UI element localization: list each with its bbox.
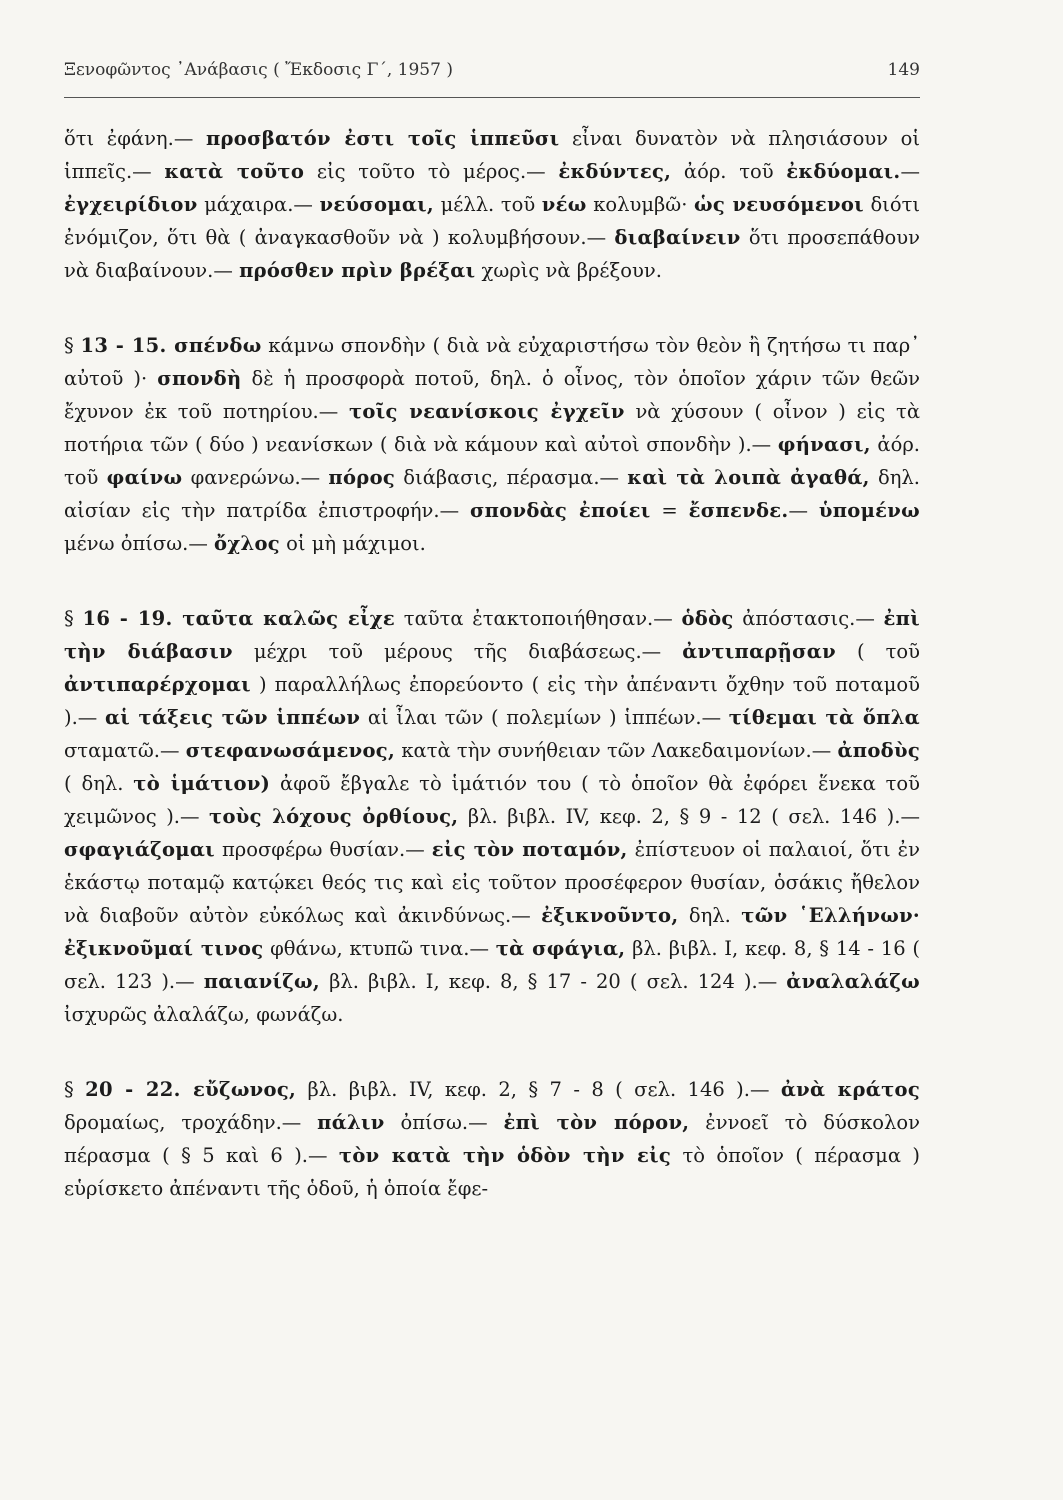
paragraph-3-sections-16-19: § 16 - 19. ταῦτα καλῶς εἶχε ταῦτα ἐτακτοποιήθησαν.— ὁδὸς ἀπόστασις.— ἐπὶ τὴν διάβασιν μέχρι τοῦ μέρους τῆς διαβάσεως.— ἀντιπαρῇσαν ( τοῦ ἀντιπαρέρχομαι ) παραλλήλως ἐπορεύοντο ( εἰς τὴν ἀπέναντι ὄχθην τοῦ ποταμοῦ ).— αἱ τάξεις τῶν ἱππέων αἱ ἶλαι τῶν ( πολεμίων ) ἱππέων.— τίθεμαι τὰ ὅπλα σταματῶ.— στεφανωσάμενος, κατὰ τὴν συνήθειαν τῶν Λακεδαιμονίων.— ἀποδὺς ( δηλ. τὸ ἱμάτιον) ἀφοῦ ἔβγαλε τὸ ἱμάτιόν του ( τὸ ὁποῖον θὰ ἐφόρει ἕνεκα τοῦ χειμῶνος ).— τοὺς λόχους ὀρθίους, βλ. βιβλ. IV, κεφ. 2, § 9 - 12 ( σελ. 146 ).— σφαγιάζομαι προσφέρω θυσίαν.— εἰς τὸν ποταμόν, ἐπίστευον οἱ παλαιοί, ὅτι ἐν ἑκάστῳ ποταμῷ κατῴκει θεός τις καὶ εἰς τοῦτον προσέφερον θυσίαν, ὁσάκις ἤθελον νὰ διαβοῦν αὐτὸν εὐκόλως καὶ ἀκινδύνως.— ἐξικνοῦντο, δηλ. τῶν ῾Ελλήνων· ἐξικνοῦμαί τινος φθάνω, κτυπῶ τινα.— τὰ σφάγια, βλ. βιβλ. I, κεφ. 8, § 14 - 16 ( σελ. 123 ).— παιανίζω, βλ. βιβλ. I, κεφ. 8, § 17 - 20 ( σελ. 124 ).— ἀναλαλάζω ἰσχυρῶς ἀλαλάζω, φωνάζω. [64,607,921,1026]
headword: ἐπὶ τὸν πόρον, [503,1111,690,1134]
headword: ἐξικνοῦντο, [541,904,679,927]
paragraph-2-sections-13-15: § 13 - 15. σπένδω κάμνω σπονδὴν ( διὰ νὰ εὐχαριστήσω τὸν θεὸν ἢ ζητήσω τι παρ᾿ αὐτοῦ )· σπονδὴ δὲ ἡ προσφορὰ ποτοῦ, δηλ. ὁ οἶνος, τὸν ὁποῖον χάριν τῶν θεῶν ἔχυνον ἐκ τοῦ ποτηρίου.— τοῖς νεανίσκοις ἐγχεῖν νὰ χύσουν ( οἶνον ) εἰς τὰ ποτήρια τῶν ( δύο ) νεανίσκων ( διὰ νὰ κάμουν καὶ αὐτοὶ σπονδὴν ).— φήνασι, ἀόρ. τοῦ φαίνω φανερώνω.— πόρος διάβασις, πέρασμα.— καὶ τὰ λοιπὰ ἀγαθά, δηλ. αἰσίαν εἰς τὴν πατρίδα ἐπιστροφήν.— σπονδὰς ἐποίει = ἔσπενδε.— ὑπομένω μένω ὀπίσω.— ὄχλος οἱ μὴ μάχιμοι. [64,334,921,555]
headword: τίθεμαι τὰ ὅπλα [728,706,920,729]
headword: καὶ τὰ λοιπὰ ἀγαθά, [627,466,870,489]
headword: τὸ ἱμάτιον) [133,772,271,795]
headword: ἀποδὺς [837,739,920,762]
headword: τοὺς λόχους ὀρθίους, [209,805,459,828]
headword: ἀντιπαρῇσαν [682,640,836,663]
headword: νέω [541,193,587,216]
headword: προσβατόν ἐστι τοῖς ἱππεῦσι [205,127,560,150]
headword: ἐκδύντες, [558,160,672,183]
headword: κατὰ τοῦτο [164,160,305,183]
headword: ἔσπενδε. [688,499,789,522]
headword: ὡς νευσόμενοι [693,193,864,216]
running-title: Ξενοφῶντος ᾿Ανάβασις ( Ἔκδοσις Γ΄, 1957 ) [64,60,453,80]
headword: φήνασι, [777,433,871,456]
headword: εἰς τὸν ποταμόν, [431,838,628,861]
running-header [64,60,920,80]
headword: ἀναλαλάζω [786,970,921,993]
headword: ὁδὸς [681,607,734,630]
headword: ἐπὶ τὴν διάβασιν [64,607,920,663]
headword: ἀντιπαρέρχομαι [64,673,251,696]
paragraph-1: ὅτι ἐφάνη.— προσβατόν ἐστι τοῖς ἱππεῦσι εἶναι δυνατὸν νὰ πλησιάσουν οἱ ἱππεῖς.— κατὰ τοῦτο εἰς τοῦτο τὸ μέρος.— ἐκδύντες, ἀόρ. τοῦ ἐκδύομαι.— ἐγχειρίδιον μάχαιρα.— νεύσομαι, μέλλ. τοῦ νέω κολυμβῶ· ὡς νευσόμενοι διότι ἐνόμιζον, ὅτι θὰ ( ἀναγκασθοῦν νὰ ) κολυμβήσουν.— διαβαίνειν ὅτι προσεπάθουν νὰ διαβαίνουν.— πρόσθεν πρὶν βρέξαι χωρὶς νὰ βρέξουν. [64,127,921,282]
page-number: 149 [887,60,920,80]
headword: φαίνω [106,466,183,489]
header-rule [64,97,920,98]
headword: αἱ τάξεις τῶν ἱππέων [104,706,361,729]
headword: διαβαίνειν [614,226,741,249]
headword: ἀνὰ κράτος [780,1078,920,1101]
headword: σφαγιάζομαι [64,838,215,861]
headword: στεφανωσάμενος, [185,739,396,762]
headword: πόρος [328,466,396,489]
headword: σπονδὰς ἐποίει [469,499,651,522]
headword: ἐγχειρίδιον [64,193,198,216]
headword: παιανίζω, [203,970,321,993]
commentary-body [64,122,920,1205]
headword: ὄχλος [214,532,280,555]
headword: τῶν ῾Ελλήνων· ἐξικνοῦμαί τινος [64,904,920,960]
headword: τὰ σφάγια, [495,937,626,960]
headword: 16 - 19. ταῦτα καλῶς εἶχε [82,607,396,630]
headword: ὑπομένω [818,499,921,522]
headword: πάλιν [317,1111,385,1134]
headword: τοῖς νεανίσκοις ἐγχεῖν [348,400,625,423]
headword: ἐκδύομαι. [786,160,901,183]
headword: 20 - 22. εὔζωνος, [85,1078,297,1101]
headword: 13 - 15. σπένδω [80,334,262,357]
headword: σπονδὴ [157,367,242,390]
headword: πρόσθεν πρὶν βρέξαι [239,259,476,282]
paragraph-4-sections-20-22: § 20 - 22. εὔζωνος, βλ. βιβλ. IV, κεφ. 2, § 7 - 8 ( σελ. 146 ).— ἀνὰ κράτος δρομαίως, τροχάδην.— πάλιν ὀπίσω.— ἐπὶ τὸν πόρον, ἐννοεῖ τὸ δύσκολον πέρασμα ( § 5 καὶ 6 ).— τὸν κατὰ τὴν ὁδὸν τὴν εἰς τὸ ὁποῖον ( πέρασμα ) εὑρίσκετο ἀπέναντι τῆς ὁδοῦ, ἡ ὁποία ἔφε- [64,1078,920,1200]
headword: τὸν κατὰ τὴν ὁδὸν τὴν εἰς [338,1144,672,1167]
headword: νεύσομαι, [319,193,434,216]
